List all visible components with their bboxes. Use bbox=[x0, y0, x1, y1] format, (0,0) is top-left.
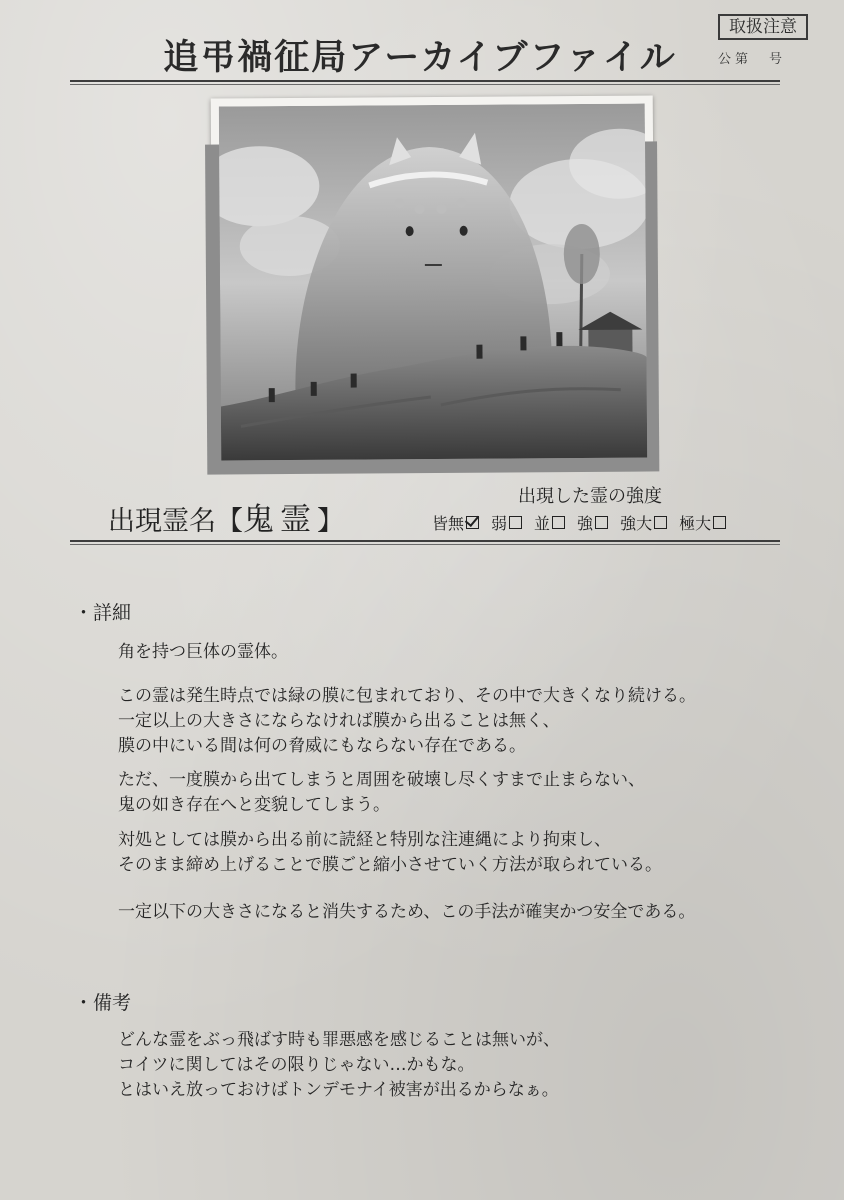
spirit-name-label bbox=[108, 494, 344, 539]
title-rule-thin bbox=[70, 84, 780, 85]
details-paragraph: 対処としては膜から出る前に読経と特別な注連縄により拘束し、 そのまま締め上げることで膜ごと縮小させていく方法が取られている。 bbox=[118, 830, 662, 875]
strength-level bbox=[534, 511, 565, 534]
remarks-heading: ・備考 bbox=[74, 992, 132, 1014]
strength-levels bbox=[432, 511, 726, 534]
level-label: 並 bbox=[534, 514, 551, 533]
name-rule bbox=[70, 540, 780, 542]
strength-level bbox=[620, 511, 667, 534]
level-checkbox bbox=[595, 516, 608, 529]
name-rule-thin bbox=[70, 544, 780, 545]
level-checkbox bbox=[552, 516, 565, 529]
level-checkbox bbox=[466, 516, 479, 529]
details-paragraph: この霊は発生時点では緑の膜に包まれており、その中で大きくなり続ける。 一定以上の大きさにならなければ膜から出ることは無く、 膜の中にいる間は何の脅威にもならない存在である。 bbox=[118, 686, 696, 756]
strength-level bbox=[491, 511, 522, 534]
level-checkbox bbox=[713, 516, 726, 529]
details-paragraph: 一定以下の大きさになると消失するため、この手法が確実かつ安全である。 bbox=[118, 902, 696, 922]
giant-spirit-illustration-icon bbox=[219, 104, 647, 461]
title-rule bbox=[70, 80, 780, 82]
confidential-stamp bbox=[716, 12, 814, 68]
level-label: 強 bbox=[577, 514, 594, 533]
name-prefix: 出現霊名【 bbox=[108, 506, 243, 537]
details-paragraph: ただ、一度膜から出てしまうと周囲を破壊し尽くすまで止まらない、 鬼の如き存在へと変貌してしまう。 bbox=[118, 770, 645, 815]
details-paragraph: 角を持つ巨体の霊体。 bbox=[118, 642, 288, 662]
stamp-label: 取扱注意 bbox=[718, 14, 808, 40]
level-checkbox bbox=[654, 516, 667, 529]
level-label: 強大 bbox=[620, 514, 653, 533]
strength-level bbox=[679, 511, 726, 534]
name-suffix: 】 bbox=[317, 506, 344, 537]
photo-frame bbox=[211, 95, 656, 468]
strength-level bbox=[577, 511, 608, 534]
level-label: 弱 bbox=[491, 514, 508, 533]
document-title: 追弔禍征局アーカイブファイル bbox=[163, 37, 677, 78]
level-label: 皆無 bbox=[432, 514, 465, 533]
level-checkbox bbox=[509, 516, 522, 529]
spirit-name: 鬼霊 bbox=[243, 502, 317, 538]
stamp-number: 公第 号 bbox=[718, 52, 787, 67]
details-heading: ・詳細 bbox=[74, 602, 132, 624]
remarks-text: どんな霊をぶっ飛ばす時も罪悪感を感じることは無いが、 コイツに関してはその限りじゃない…かもな。 とはいえ放っておけばトンデモナイ被害が出るからなぁ。 bbox=[118, 1030, 560, 1100]
strength-level bbox=[432, 511, 479, 534]
level-label: 極大 bbox=[679, 514, 712, 533]
strength-title: 出現した霊の強度 bbox=[518, 486, 662, 507]
